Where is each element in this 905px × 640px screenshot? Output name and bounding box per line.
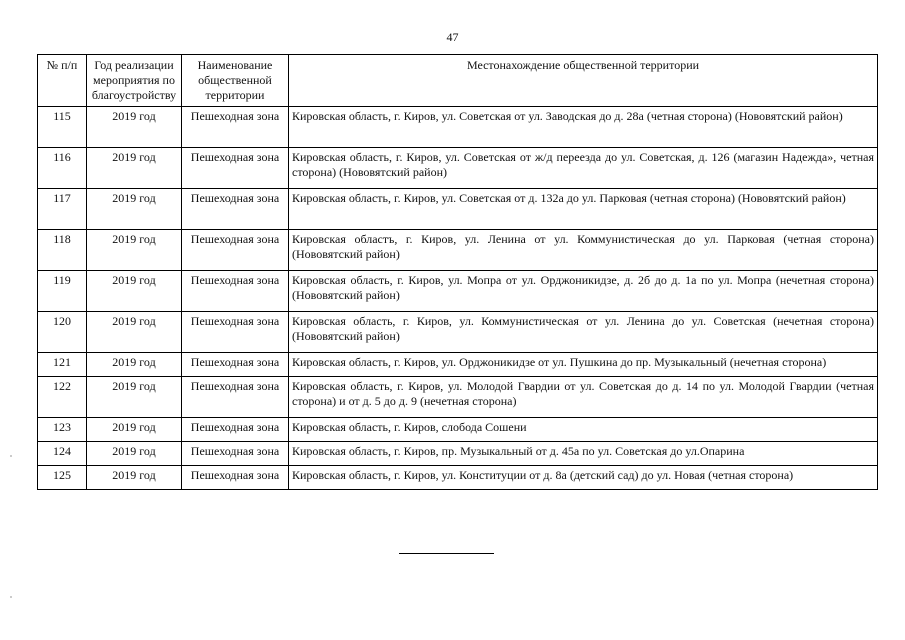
table-row — [38, 418, 878, 442]
row-num: 118 — [38, 230, 87, 271]
row-num: 123 — [38, 418, 87, 442]
row-num: 117 — [38, 189, 87, 230]
row-name: Пешеходная зона — [182, 230, 289, 271]
table-row — [38, 107, 878, 148]
row-name: Пешеходная зона — [182, 377, 289, 418]
row-location: Кировская область, г. Киров, ул. Коммунистическая от ул. Ленина до ул. Советская (нечетная сторона) (Нововятский район) — [289, 312, 878, 353]
table-row — [38, 148, 878, 189]
row-name: Пешеходная зона — [182, 148, 289, 189]
row-num: 124 — [38, 442, 87, 466]
scan-speck — [10, 596, 12, 598]
row-name: Пешеходная зона — [182, 107, 289, 148]
row-year: 2019 год — [87, 353, 182, 377]
row-year: 2019 год — [87, 230, 182, 271]
row-num: 115 — [38, 107, 87, 148]
table-row — [38, 189, 878, 230]
row-year: 2019 год — [87, 377, 182, 418]
row-location: Кировская область, г. Киров, ул. Советская от ул. Заводская до д. 28а (четная сторона) (Нововятский район) — [289, 107, 878, 148]
row-year: 2019 год — [87, 466, 182, 490]
row-name: Пешеходная зона — [182, 312, 289, 353]
row-num: 125 — [38, 466, 87, 490]
row-location: Кировская область, г. Киров, слобода Сошени — [289, 418, 878, 442]
header-location: Местонахождение общественной территории — [289, 55, 878, 107]
row-year: 2019 год — [87, 312, 182, 353]
row-year: 2019 год — [87, 271, 182, 312]
table-row — [38, 312, 878, 353]
row-location: Кировская область, г. Киров, ул. Орджоникидзе от ул. Пушкина до пр. Музыкальный (нечетная сторона) — [289, 353, 878, 377]
table-header-row — [38, 55, 878, 107]
row-name: Пешеходная зона — [182, 442, 289, 466]
row-year: 2019 год — [87, 418, 182, 442]
row-year: 2019 год — [87, 107, 182, 148]
row-year: 2019 год — [87, 148, 182, 189]
table-row — [38, 377, 878, 418]
row-year: 2019 год — [87, 442, 182, 466]
row-num: 122 — [38, 377, 87, 418]
row-year: 2019 год — [87, 189, 182, 230]
header-year: Год реализации мероприятия по благоустройству — [87, 55, 182, 107]
row-name: Пешеходная зона — [182, 189, 289, 230]
row-location: Кировская область, г. Киров, ул. Молодой Гвардии от ул. Советская до д. 14 по ул. Молодой Гвардии (четная сторона) и от д. 5 до д. 9 (нечетная сторона) — [289, 377, 878, 418]
row-location: Кировская область, г. Киров, ул. Конституции от д. 8а (детский сад) до ул. Новая (четная сторона) — [289, 466, 878, 490]
scan-speck — [10, 455, 12, 457]
table-row — [38, 466, 878, 490]
row-num: 121 — [38, 353, 87, 377]
row-name: Пешеходная зона — [182, 353, 289, 377]
table-row — [38, 271, 878, 312]
row-name: Пешеходная зона — [182, 418, 289, 442]
row-name: Пешеходная зона — [182, 466, 289, 490]
row-num: 116 — [38, 148, 87, 189]
table-row — [38, 230, 878, 271]
row-location: Кировская область, г. Киров, ул. Мопра от ул. Орджоникидзе, д. 2б до д. 1а по ул. Мопра (нечетная сторона) (Нововятский район) — [289, 271, 878, 312]
row-location: Кировская область, г. Киров, ул. Советская от д. 132а до ул. Парковая (четная сторона) (Нововятский район) — [289, 189, 878, 230]
footer-divider — [399, 553, 494, 554]
territories-table — [37, 54, 878, 490]
row-name: Пешеходная зона — [182, 271, 289, 312]
row-location: Кировская областъ, г. Киров, ул. Ленина от ул. Коммунистическая до ул. Парковая (четная сторона) (Нововятский район) — [289, 230, 878, 271]
row-location: Кировская область, г. Киров, ул. Советская от ж/д переезда до ул. Советская, д. 126 (магазин Надежда», четная сторона) (Нововятский район) — [289, 148, 878, 189]
table-row — [38, 442, 878, 466]
page-number: 47 — [446, 30, 459, 44]
row-num: 120 — [38, 312, 87, 353]
header-num: № п/п — [38, 55, 87, 107]
header-name: Наименование общественной территории — [182, 55, 289, 107]
row-location: Кировская область, г. Киров, пр. Музыкальный от д. 45а по ул. Советская до ул.Опарина — [289, 442, 878, 466]
row-num: 119 — [38, 271, 87, 312]
table-row — [38, 353, 878, 377]
